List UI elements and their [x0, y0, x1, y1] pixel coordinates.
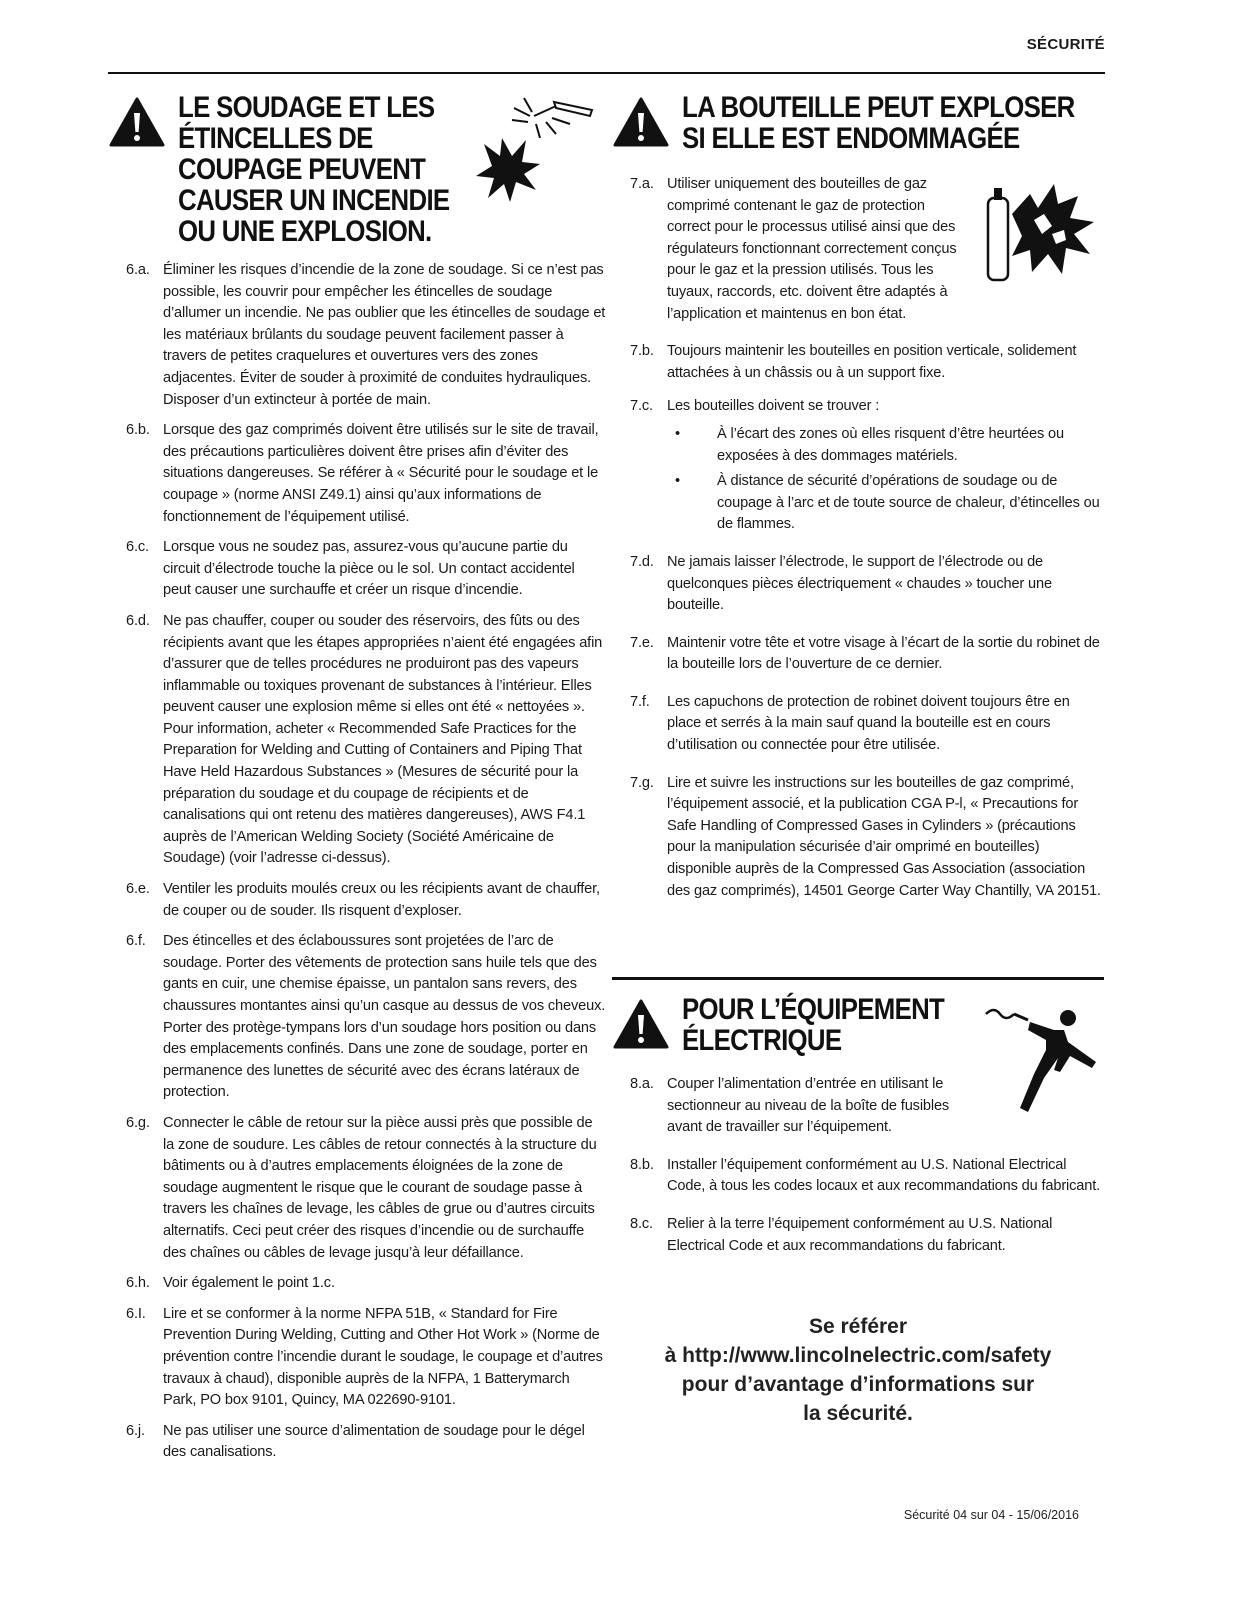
title-line: ÉLECTRIQUE — [682, 1024, 842, 1057]
bullet-icon: • — [675, 425, 680, 442]
item-text: Couper l’alimentation d’entrée en utilisant le sectionneur au niveau de la boîte de fusibles avant de travailler sur l’équipement. — [667, 1076, 950, 1136]
list-item — [108, 1421, 606, 1464]
item-number: 8.b. — [630, 1156, 654, 1173]
item-number: 6.d. — [126, 612, 150, 629]
electrical-section — [612, 994, 1104, 1266]
item-text: Utiliser uniquement des bouteilles de gaz comprimé contenant le gaz de protection correct pour le processus utilisé ainsi que des régulateurs fonctionnant correctement conçus pour le gaz et la pression utilisés. Tous les tuyaux, raccords, etc. doivent être adaptés à l’application et maintenus en bon état. — [667, 176, 957, 322]
sub-item-text: À l’écart des zones où elles risquent d’être heurtées ou exposées à des dommages matériels. — [717, 425, 1064, 464]
item-text: Relier à la terre l’équipement conformément au U.S. National Electrical Code et aux recommandations du fabricant. — [667, 1215, 1053, 1254]
sparks-fire-explosion-icon — [474, 94, 600, 206]
refer-line: Se référer — [808, 1315, 908, 1338]
page-footer: Sécurité 04 sur 04 - 15/06/2016 — [903, 1508, 1079, 1522]
item-text: Les bouteilles doivent se trouver : — [667, 398, 880, 415]
warning-triangle-icon — [108, 96, 166, 148]
list-item — [108, 260, 606, 411]
sub-list-item — [667, 424, 1104, 467]
cylinder-section-title — [682, 92, 1075, 154]
list-item — [612, 633, 1104, 676]
bullet-icon: • — [675, 473, 680, 490]
item-text: Lire et se conformer à la norme NFPA 51B, « Standard for Fire Prevention During Welding, Cutting and Other Hot Work » (Norme de prévention contre l’incendie durant le soudage, le coupage et d’autres travaux à chaud), disponible auprès de la NFPA, 1 Batterymarch Park, PO box 9101, Quincy, MA 022690-9101. — [163, 1305, 603, 1409]
item-number: 6.g. — [126, 1114, 150, 1131]
item-text: Ventiler les produits moulés creux ou les récipients avant de chauffer, de couper ou de souder. Ils risquent d’exploser. — [163, 881, 600, 919]
item-number: 8.c. — [630, 1215, 653, 1232]
list-item — [612, 341, 1104, 384]
item-number: 7.c. — [630, 398, 653, 415]
list-item — [108, 537, 606, 602]
sub-list-item — [667, 471, 1104, 536]
item-number: 7.a. — [630, 176, 654, 192]
section-title: SÉCURITÉ — [1026, 36, 1105, 53]
item-text: Installer l’équipement conformément au U.S. National Electrical Code, à tous les codes locaux et aux recommandations du fabricant. — [667, 1156, 1101, 1195]
item-text: Lorsque vous ne soudez pas, assurez-vous qu’aucune partie du circuit d’électrode touche la pièce ou le sol. Un contact accidentel peut causer une surchauffe et créer un risque d’incendie. — [163, 539, 575, 599]
list-item — [108, 1304, 606, 1412]
item-text: Des étincelles et des éclaboussures sont projetées de l’arc de soudage. Porter des vêtements de protection sans huile tels que des gants en cuir, une chemise épaisse, un pantalon sans revers, des chaussures montantes ainsi qu’un casque au dessus de vos cheveux. Porter des protège-tympans lors d’un soudage hors position ou dans des emplacements confinés. Dans une zone de soudage, porter en permanence des lunettes de sécurité avec des écrans latéraux de protection. — [163, 933, 606, 1101]
refer-notice — [612, 1312, 1104, 1428]
warning-triangle-icon — [612, 96, 670, 148]
item-text: Les capuchons de protection de robinet doivent toujours être en place et serrés à la main sauf quand la bouteille est en cours d’utilisation ou connectée pour être utilisée. — [667, 693, 1070, 754]
refer-link[interactable]: à http://www.lincolnelectric.com/safety — [664, 1344, 1052, 1367]
title-line: SI ELLE EST ENDOMMAGÉE — [682, 122, 1020, 155]
title-line: CAUSER UN INCENDIE — [178, 184, 450, 217]
electrical-section-title — [682, 994, 944, 1056]
list-item — [108, 420, 606, 528]
item-number: 6.e. — [126, 881, 150, 898]
item-number: 6.j. — [126, 1422, 145, 1439]
title-line: ÉTINCELLES DE — [178, 122, 373, 155]
list-item — [108, 1273, 606, 1295]
item-number: 7.b. — [630, 343, 654, 360]
item-number: 7.d. — [630, 553, 654, 570]
list-item — [108, 879, 606, 922]
item-number: 8.a. — [630, 1076, 654, 1092]
fire-items-list — [108, 260, 606, 1464]
list-item — [108, 931, 606, 1104]
cylinder-section-header — [612, 92, 1104, 174]
list-item — [612, 396, 1104, 540]
refer-line: pour d’avantage d’informations sur — [681, 1373, 1035, 1396]
title-line: COUPAGE PEUVENT — [178, 153, 426, 186]
item-number: 6.h. — [126, 1275, 150, 1292]
item-text: Ne jamais laisser l’électrode, le support de l’électrode ou de quelconques pièces électriquement « chaudes » toucher une bouteille. — [667, 553, 1052, 614]
cylinder-section — [612, 92, 1104, 911]
cylinder-location-list — [667, 424, 1104, 536]
item-text: Connecter le câble de retour sur la pièce aussi près que possible de la zone de soudure. Les câbles de retour connectés à la structure du bâtiments ou à d’autres emplacements éloignées de la zone de soudage augmentent le risque que le courant de soudage passe à travers les chaînes de levage, les câbles de grue ou d’autres circuits alternatifs. Ceci peut créer des risques d’incendie ou de surchauffe des chaînes ou câbles de levage jusqu’à leur défaillance. — [163, 1114, 597, 1261]
electric-shock-person-icon — [984, 1000, 1104, 1114]
item-text: Ne pas utiliser une source d’alimentation de soudage pour le dégel des canalisations. — [163, 1422, 585, 1461]
item-number: 7.g. — [630, 774, 654, 791]
title-line: OU UNE EXPLOSION. — [178, 215, 432, 248]
refer-line: la sécurité. — [803, 1402, 913, 1425]
item-text: Toujours maintenir les bouteilles en position verticale, solidement attachées à un châssis ou à un support fixe. — [667, 343, 1077, 381]
warning-triangle-icon — [612, 998, 670, 1050]
title-line: LE SOUDAGE ET LES — [178, 91, 435, 124]
section-divider — [612, 977, 1104, 980]
list-item — [612, 552, 1104, 617]
list-item — [108, 1113, 606, 1264]
item-number: 6.c. — [126, 539, 149, 556]
list-item — [612, 692, 1104, 757]
item-number: 6.I. — [126, 1305, 146, 1322]
list-item — [612, 1155, 1104, 1198]
item-number: 6.a. — [126, 262, 150, 278]
page-header — [108, 36, 1105, 74]
list-item — [612, 1214, 1104, 1257]
item-text: Lorsque des gaz comprimés doivent être utilisés sur le site de travail, des précautions particulières doivent être prises afin d’éviter des situations dangereuses. Se référer à « Sécurité pour le soudage et le coupage » (norme ANSI Z49.1) ainsi qu’aux informations de fonctionnement de l’équipement utilisé. — [163, 422, 599, 525]
item-text: Ne pas chauffer, couper ou souder des réservoirs, des fûts ou des récipients avant que les étapes appropriées n’aient été engagées afin d’assurer que de telles procédures ne produiront pas des vapeurs inflammable ou toxiques provenant de substances à l’intérieur. Elles peuvent causer une explosion même si elles ont été « nettoyées ». Pour information, acheter « Recommended Safe Practices for the Preparation for Welding and Cutting of Containers and Piping That Have Held Hazardous Substances » (Mesures de sécurité pour la préparation du soudage et du coupage de récipients et de canalisations qui ont retenu des matières dangereuses), AWS F4.1 auprès de l’American Welding Society (Société Américaine de Soudage) (voir l’adresse ci-dessus). — [163, 612, 603, 867]
sub-item-text: À distance de sécurité d’opérations de soudage ou de coupage à l’arc et de toute source de chaleur, d’étincelles ou de flammes. — [717, 473, 1100, 533]
item-number: 6.f. — [126, 933, 146, 950]
item-number: 7.e. — [630, 634, 654, 651]
fire-section — [108, 92, 606, 1473]
list-item — [612, 773, 1104, 903]
item-number: 6.b. — [126, 422, 150, 439]
fire-section-header — [108, 92, 606, 260]
item-number: 7.f. — [630, 693, 650, 710]
exploding-cylinder-icon — [982, 174, 1100, 286]
fire-section-title — [178, 92, 449, 247]
item-text: Maintenir votre tête et votre visage à l’écart de la sortie du robinet de la bouteille lors de l’ouverture de ce dernier. — [667, 634, 1100, 673]
item-text: Voir également le point 1.c. — [163, 1275, 335, 1292]
item-text: Lire et suivre les instructions sur les bouteilles de gaz comprimé, l’équipement associé, et la publication CGA P-l, « Precautions for Safe Handling of Compressed Gases in Cylinders » (précautions pour la manipulation sécurisée d’air omprimé en bouteilles) disponible auprès de la Compressed Gas Association (association des gaz comprimés), 14501 George Carter Way Chantilly, VA 20151. — [667, 774, 1101, 899]
title-line: LA BOUTEILLE PEUT EXPLOSER — [682, 91, 1075, 124]
item-text: Éliminer les risques d’incendie de la zone de soudage. Si ce n’est pas possible, les couvrir pour empêcher les étincelles de soudage d’allumer un incendie. Ne pas oublier que les étincelles de soudage et les matériaux brûlants du soudage peuvent facilement passer à travers de petites craquelures et ouvertures vers des zones adjacentes. Éviter de souder à proximité de conduites hydrauliques. Disposer d’un extincteur à portée de main. — [163, 262, 606, 408]
list-item — [108, 611, 606, 870]
title-line: POUR L’ÉQUIPEMENT — [682, 993, 945, 1026]
